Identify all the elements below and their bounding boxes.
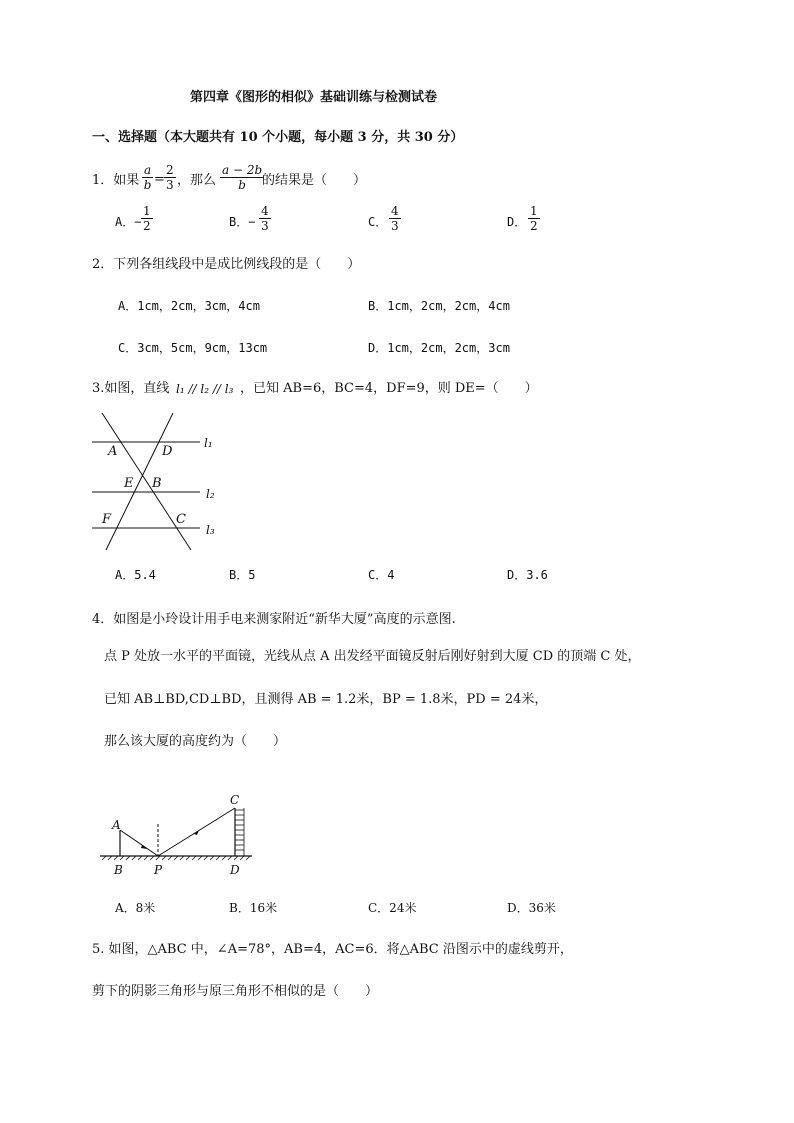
- option-fraction: $\frac{4}{3}$: [391, 204, 399, 233]
- label-C: C: [176, 512, 186, 527]
- label-l3: l₃: [206, 523, 215, 537]
- option-fraction: $\frac{1}{2}$: [530, 204, 538, 233]
- q4-option-a: A．8米: [115, 901, 156, 915]
- q2-option-b: B．1cm，2cm，2cm，4cm: [368, 299, 510, 313]
- q1-fraction-2-over-3: $\frac{2}{3}$: [166, 163, 174, 192]
- option-label: D．: [507, 215, 527, 229]
- label-B: B: [152, 476, 162, 491]
- label-A: A: [112, 818, 121, 832]
- q1-fraction-expression: $\frac{a - 2b}{b}$: [222, 163, 263, 192]
- q4-option-c: C．24米: [368, 901, 417, 915]
- q2-option-d: D．1cm，2cm，2cm，3cm: [368, 341, 510, 355]
- q1-prefix: 1．如果: [92, 173, 140, 188]
- option-label: A．−: [115, 215, 142, 229]
- arrow-icon: [194, 830, 199, 835]
- q1-suffix: 的结果是（ ）: [262, 173, 367, 188]
- q4-stem: 4．如图是小玲设计用手电来测家附近“新华大厦”高度的示意图.: [92, 612, 456, 627]
- label-F: F: [102, 512, 112, 527]
- page-title: 第四章《图形的相似》基础训练与检测试卷: [190, 90, 438, 105]
- label-D: D: [162, 444, 173, 459]
- q1-mid: ，那么: [177, 173, 217, 188]
- q3-option-c: C．4: [368, 568, 395, 582]
- label-C: C: [230, 793, 240, 807]
- q4-line3: 已知 AB⊥BD,CD⊥BD，且测得 AB = 1.2米，BP = 1.8米，PD = 24米，: [104, 692, 548, 707]
- arrow-icon: [141, 845, 147, 849]
- option-fraction: $\frac{1}{2}$: [143, 204, 151, 233]
- q3-stem-b: ，已知 AB=6，BC=4，DF=9，则 DE=（ ）: [240, 381, 538, 396]
- q2-option-a: A．1cm，2cm，3cm，4cm: [118, 299, 260, 313]
- q3-stem-a: 3.如图，直线: [92, 381, 170, 396]
- q4-figure: [98, 800, 258, 870]
- q3-parallel-lines: l₁ // l₂ // l₃: [176, 382, 234, 396]
- q3-option-a: A．5.4: [115, 568, 156, 582]
- q4-option-d: D．36米: [507, 901, 556, 915]
- q4-option-b: B．16米: [229, 901, 278, 915]
- q3-option-b: B．5: [229, 568, 256, 582]
- building-hatch: [235, 808, 244, 856]
- label-D: D: [230, 863, 240, 877]
- option-label: C．: [368, 215, 388, 229]
- transversal-dbc: [106, 413, 173, 550]
- label-l1: l₁: [204, 436, 213, 450]
- q4-line4: 那么该大厦的高度约为（ ）: [104, 734, 287, 749]
- q2-option-c: C．3cm，5cm，9cm，13cm: [118, 341, 268, 355]
- q4-line2: 点 P 处放一水平的平面镜，光线从点 A 出发经平面镜反射后刚好射到大厦 CD 的顶端 C 处，: [104, 649, 641, 664]
- option-fraction: $\frac{4}{3}$: [261, 204, 269, 233]
- transversal-afc: [102, 413, 191, 550]
- q3-option-d: D．3.6: [507, 568, 548, 582]
- ray-ap: [120, 830, 158, 856]
- q5-line2: 剪下的阴影三角形与原三角形不相似的是（ ）: [92, 984, 379, 999]
- q1-equals: =: [154, 172, 165, 187]
- label-A: A: [108, 444, 118, 459]
- q2-stem: 2．下列各组线段中是成比例线段的是（ ）: [92, 257, 361, 272]
- option-label: B．−: [229, 215, 256, 229]
- q1-fraction-a-over-b: $\frac{a}{b}$: [143, 163, 152, 192]
- label-B: B: [114, 863, 123, 877]
- label-P: P: [154, 863, 163, 877]
- label-l2: l₂: [206, 487, 215, 501]
- q5-line1: 5. 如图，△ABC 中，∠A=78°，AB=4，AC=6．将△ABC 沿图示中的虚线剪开，: [92, 942, 573, 957]
- label-E: E: [124, 476, 134, 491]
- section-header: 一、选择题（本大题共有 10 个小题，每小题 3 分，共 30 分）: [92, 130, 464, 145]
